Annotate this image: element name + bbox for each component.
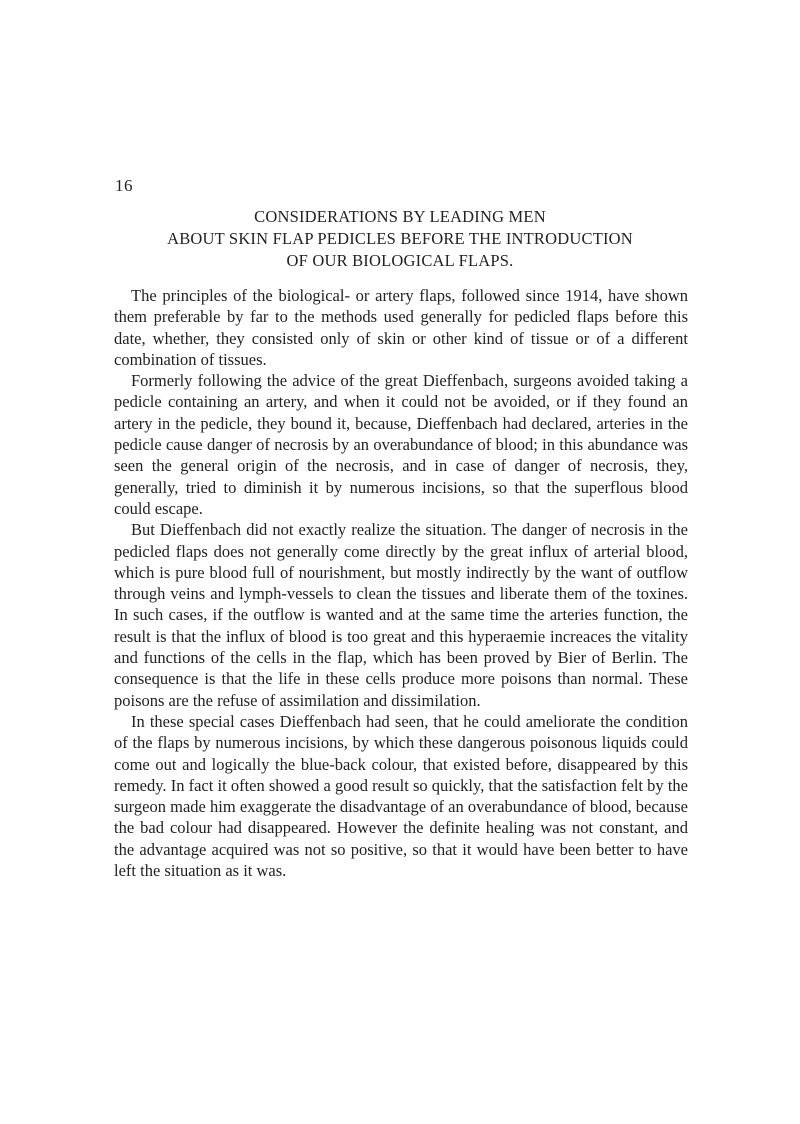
body-text bbox=[114, 285, 688, 881]
heading-line-3: OF OUR BIOLOGICAL FLAPS. bbox=[286, 251, 514, 270]
section-heading bbox=[100, 206, 700, 272]
paragraph-2: Formerly following the advice of the great Dieffenbach, surgeons avoided taking a pedicle containing an artery, and when it could not be avoided, or if they found an artery in the pedicle, they bound it, because, Dieffenbach had declared, arteries in the pedicle cause danger of necrosis by an overabundance of blood; in this abundance was seen the general origin of the necrosis, and in case of danger of necrosis, they, generally, tried to diminish it by numerous incisions, so that the superflous blood could escape. bbox=[114, 371, 688, 518]
page-number: 16 bbox=[115, 176, 133, 195]
heading-line-1: CONSIDERATIONS BY LEADING MEN bbox=[254, 207, 546, 226]
paragraph-3: But Dieffenbach did not exactly realize the situation. The danger of necrosis in the pedicled flaps does not generally come directly by the great influx of arterial blood, which is pure blood full of nourishment, but mostly indirectly by the want of outflow through veins and lymph-vessels to clean the tissues and liberate them of the toxines. In such cases, if the outflow is wanted and at the same time the arteries function, the result is that the influx of blood is too great and this hyperaemie increaces the vitality and functions of the cells in the flap, which has been proved by Bier of Berlin. The consequence is that the life in these cells produce more poisons than normal. These poisons are the refuse of assimilation and dissimilation. bbox=[114, 520, 688, 710]
paragraph-1: The principles of the biological- or artery flaps, followed since 1914, have shown them preferable by far to the methods used generally for pedicled flaps before this date, whether, they consisted only of skin or other kind of tissue or of a different combination of tissues. bbox=[114, 286, 688, 369]
paragraph-4: In these special cases Dieffenbach had seen, that he could ameliorate the condition of the flaps by numerous incisions, by which these dangerous poisonous liquids could come out and logically the blue-back colour, that existed before, disappeared by this remedy. In fact it often showed a good result so quickly, that the satisfaction felt by the surgeon made him exaggerate the disadvantage of an overabundance of blood, because the bad colour had disappeared. However the definite healing was not constant, and the advantage acquired was not so positive, so that it would have been better to have left the situation as it was. bbox=[114, 711, 688, 881]
heading-line-2: ABOUT SKIN FLAP PEDICLES BEFORE THE INTRODUCTION bbox=[167, 229, 633, 248]
